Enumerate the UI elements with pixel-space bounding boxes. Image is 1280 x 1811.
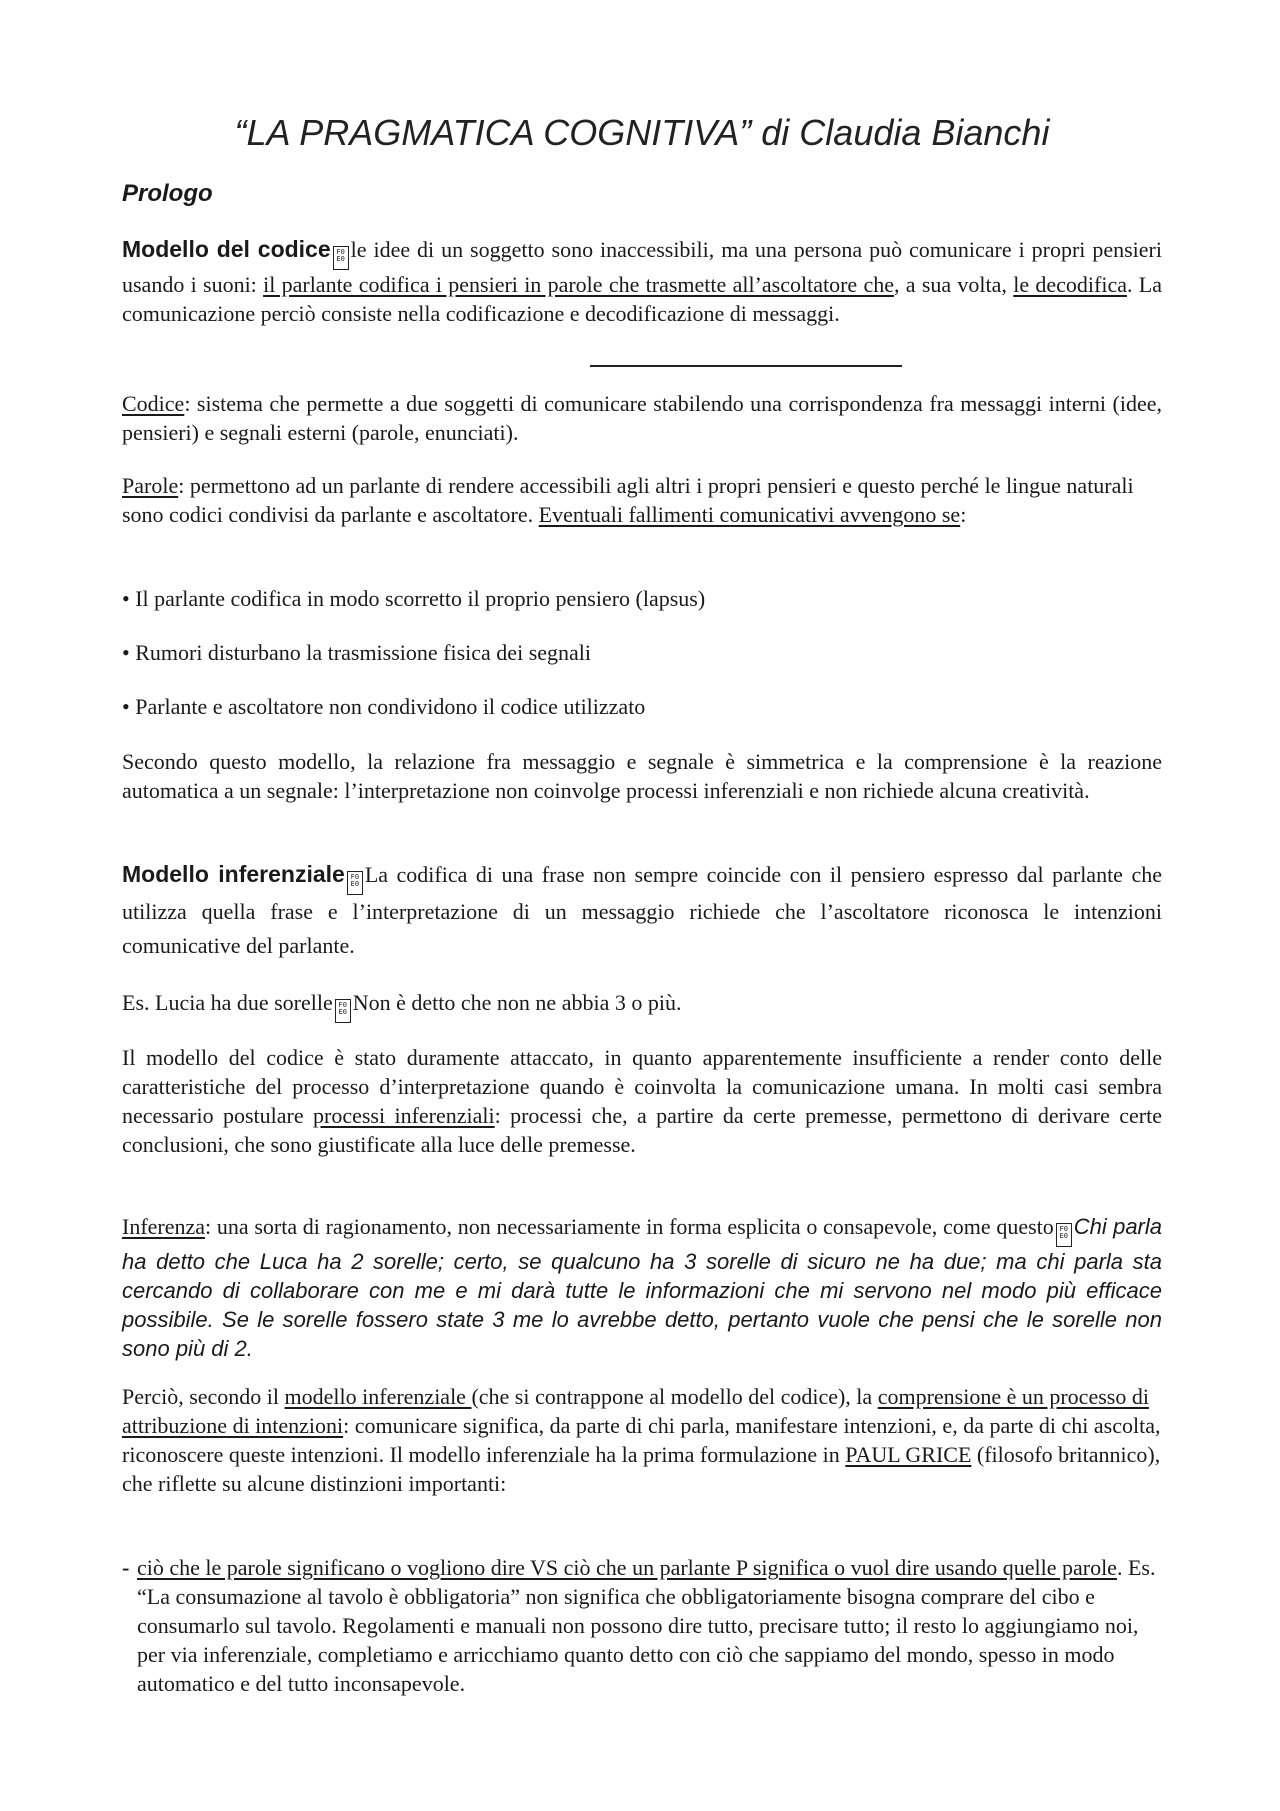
list-item: • Rumori disturbano la trasmissione fisica dei segnali bbox=[122, 640, 592, 665]
missing-glyph-icon: F0E0 bbox=[333, 246, 349, 270]
text-span: : una sorta di ragionamento, non necessariamente in forma esplicita o consapevole, come questo bbox=[205, 1214, 1054, 1239]
text-span: : permettono ad un parlante di rendere accessibili agli altri i propri pensieri e questo perché le lingue naturali sono codici condivisi da parlante e ascoltatore. bbox=[122, 473, 1134, 527]
text-span: : bbox=[960, 502, 967, 527]
missing-glyph-icon: F0E0 bbox=[347, 871, 363, 895]
text-span: (che si contrappone al modello del codice), la bbox=[471, 1384, 878, 1409]
missing-glyph-icon: F0E0 bbox=[1056, 1223, 1072, 1247]
text-span: le idee di un soggetto sono inaccessibili, ma una persona può comunicare i propri pensieri usando i suoni: bbox=[122, 237, 1162, 297]
paragraph-esempio bbox=[122, 988, 1162, 1023]
name-paul-grice: PAUL GRICE bbox=[845, 1442, 972, 1467]
text-span: : comunicare significa, da parte di chi parla, manifestare intenzioni, e, da parte di chi ascolta, riconoscere queste intenzioni. Il modello inferenziale ha la prima formulazione in bbox=[122, 1413, 1161, 1467]
underlined-span: il parlante codifica i pensieri in parole che trasmette all’ascoltatore che bbox=[263, 272, 894, 297]
dash-marker: - bbox=[122, 1555, 130, 1580]
heading-modello-inferenziale: Modello inferenziale bbox=[122, 861, 345, 887]
text-span: . La comunicazione perciò consiste nella codificazione e decodificazione di messaggi. bbox=[122, 272, 1162, 326]
underlined-span: processi inferenziali bbox=[313, 1103, 495, 1128]
underlined-span: le decodifica bbox=[1013, 272, 1127, 297]
paragraph-simmetria: Secondo questo modello, la relazione fra messaggio e segnale è simmetrica e la comprensione è la reazione automatica a un segnale: l’interpretazione non coinvolge processi inferenziali e non richiede alcuna creatività. bbox=[122, 749, 1162, 803]
paragraph-inferenza bbox=[122, 1212, 1162, 1363]
list-item: • Il parlante codifica in modo scorretto il proprio pensiero (lapsus) bbox=[122, 586, 706, 611]
text-span: : processi che, a partire da certe premesse, permettono di derivare certe conclusioni, che sono giustificate alla luce delle premesse. bbox=[122, 1103, 1162, 1157]
paragraph-parole bbox=[122, 471, 1162, 529]
list-item: • Parlante e ascoltatore non condividono il codice utilizzato bbox=[122, 694, 646, 719]
term-inferenza: Inferenza bbox=[122, 1214, 206, 1239]
italic-example: Chi parla ha detto che Luca ha 2 sorelle; certo, se qualcuno ha 3 sorelle di sicuro ne ha due; ma chi parla sta cercando di collaborare con me e mi darà tutte le informazioni che mi servono nel modo più efficace possibile. Se le sorelle fossero state 3 me lo avrebbe detto, pertanto vuole che pensi che le sorelle non sono più di 2. bbox=[122, 1214, 1163, 1361]
term-parole: Parole bbox=[122, 473, 179, 498]
text-span: (filosofo britannico), che riflette su alcune distinzioni importanti: bbox=[122, 1442, 1161, 1496]
term-codice: Codice bbox=[122, 391, 185, 416]
text-span: : sistema che permette a due soggetti di comunicare stabilendo una corrispondenza fra messaggi interni (idee, pensieri) e segnali esterni (parole, enunciati). bbox=[122, 391, 1162, 445]
section-heading-prologo: Prologo bbox=[122, 180, 213, 207]
text-span: Perciò, secondo il bbox=[122, 1384, 285, 1409]
underlined-span: modello inferenziale bbox=[284, 1384, 472, 1409]
text-span: La codifica di una frase non sempre coincide con il pensiero espresso dal parlante che utilizza quella frase e l’interpretazione di un messaggio richiede che l’ascoltatore riconosca le intenzioni comunicative del parlante. bbox=[122, 862, 1162, 958]
list-item-text bbox=[137, 1553, 1162, 1698]
text-span: , a sua volta, bbox=[893, 272, 1014, 297]
paragraph-codice bbox=[122, 389, 1162, 447]
paragraph-modello-inferenziale bbox=[122, 857, 1162, 963]
paragraph-modello-codice bbox=[122, 235, 1162, 328]
heading-modello-codice: Modello del codice bbox=[122, 236, 331, 262]
horizontal-rule bbox=[590, 365, 902, 367]
underlined-span: comprensione è un processo di attribuzione di intenzioni bbox=[122, 1384, 1149, 1438]
paragraph-modello-attaccato bbox=[122, 1043, 1162, 1159]
text-span: Es. Lucia ha due sorelle bbox=[122, 990, 333, 1015]
text-span: . Es. “La consumazione al tavolo è obbligatoria” non significa che obbligatoriamente bisogna comprare del cibo e consumarlo sul tavolo. Regolamenti e manuali non possono dire tutto, precisare tutto; il resto lo aggiungiamo noi, per via inferenziale, completiamo e arricchiamo quanto detto con ciò che sappiamo del mondo, spesso in modo automatico e del tutto inconsapevole. bbox=[137, 1555, 1156, 1696]
text-span: Il modello del codice è stato duramente attaccato, in quanto apparentemente insufficiente a render conto delle caratteristiche del processo d’interpretazione quando è coinvolta la comunicazione umana. In molti casi sembra necessario postulare bbox=[122, 1045, 1162, 1128]
underlined-span: Eventuali fallimenti comunicativi avvengono se bbox=[538, 502, 961, 527]
text-span: Non è detto che non ne abbia 3 o più. bbox=[352, 990, 682, 1015]
list-item bbox=[122, 1553, 1162, 1698]
underlined-span: ciò che le parole significano o vogliono dire VS ciò che un parlante P significa o vuol dire usando quelle parole bbox=[137, 1555, 1117, 1580]
paragraph-grice bbox=[122, 1382, 1162, 1498]
document-title: “LA PRAGMATICA COGNITIVA” di Claudia Bianchi bbox=[234, 112, 1050, 153]
missing-glyph-icon: F0E0 bbox=[335, 999, 351, 1023]
